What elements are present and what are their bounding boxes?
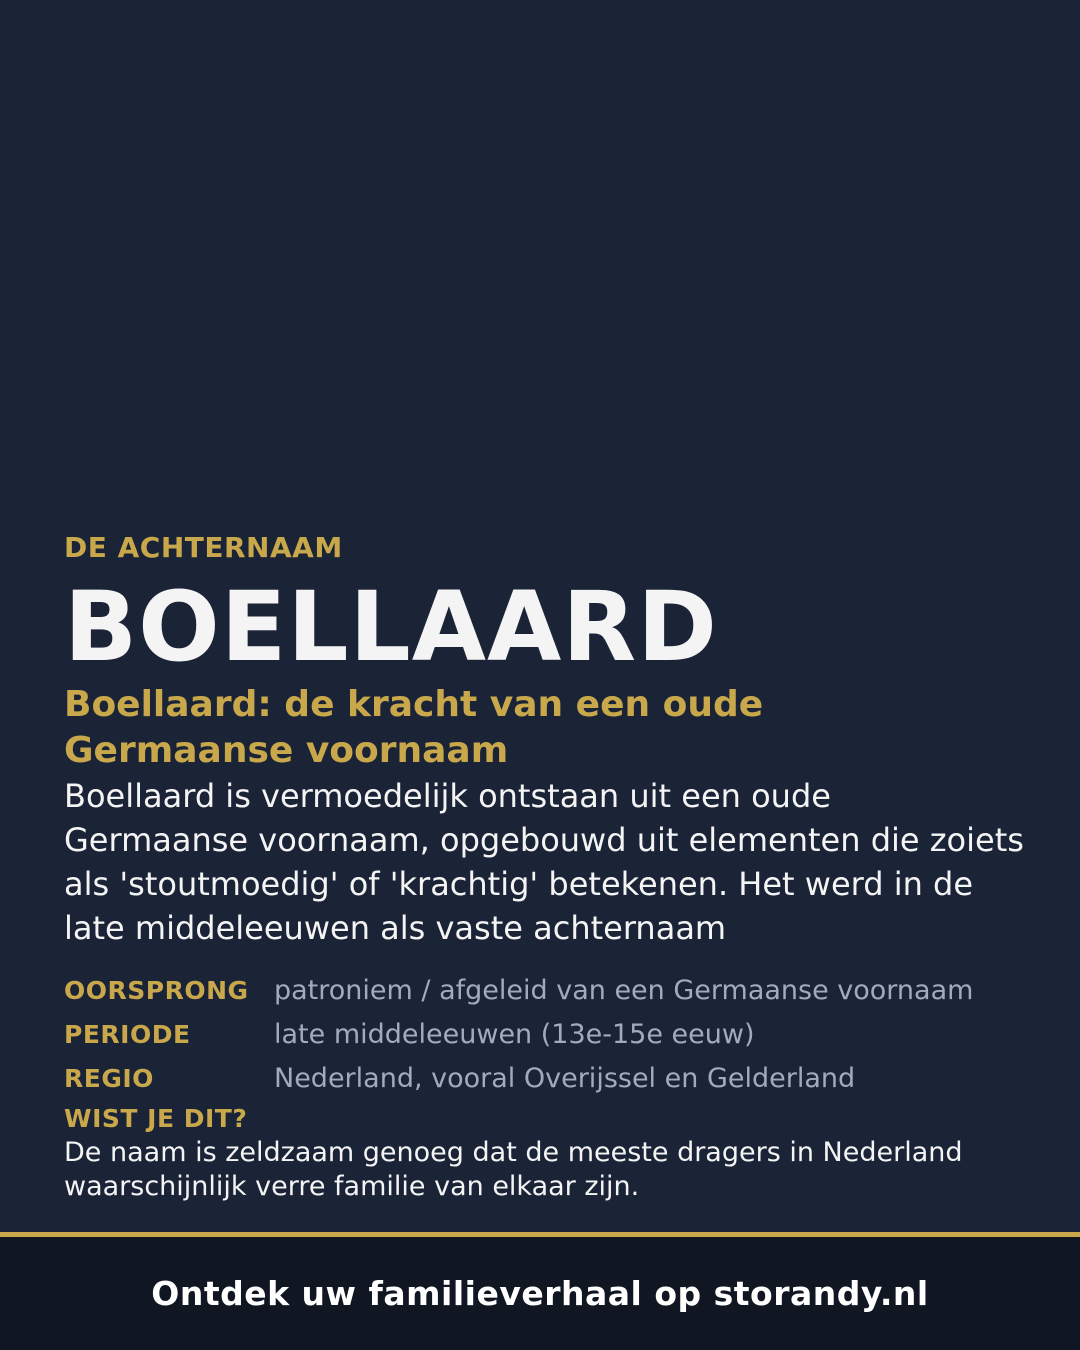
fact-label: OORSPRONG bbox=[64, 975, 249, 1005]
name-card bbox=[64, 528, 1024, 1204]
subtitle-line-2: Germaanse voornaam bbox=[64, 730, 509, 771]
footer-bar bbox=[0, 1237, 1080, 1350]
subtitle bbox=[64, 682, 1024, 774]
fact-label: REGIO bbox=[64, 1063, 154, 1093]
fact-value: Nederland, vooral Overijssel en Gelderland bbox=[274, 1062, 856, 1094]
surname-title: BOELLAARD bbox=[64, 571, 718, 683]
fact-row-origin bbox=[64, 968, 1024, 1012]
fact-value: late middeleeuwen (13e-15e eeuw) bbox=[274, 1018, 755, 1050]
fact-label: PERIODE bbox=[64, 1019, 191, 1049]
footer-cta: Ontdek uw familieverhaal op storandy.nl bbox=[151, 1274, 929, 1313]
description-text: Boellaard is vermoedelijk ontstaan uit een oude Germaanse voornaam, opgebouwd uit elementen die zoiets als 'stoutmoedig' of 'krachtig' betekenen. Het werd in de late middeleeuwen als vaste achternaam bbox=[64, 777, 1024, 947]
fact-row-region bbox=[64, 1056, 1024, 1100]
fact-value: patroniem / afgeleid van een Germaanse voornaam bbox=[274, 974, 974, 1006]
did-you-know-label: WIST JE DIT? bbox=[64, 1104, 248, 1133]
did-you-know-text: De naam is zeldzaam genoeg dat de meeste dragers in Nederland waarschijnlijk verre familie van elkaar zijn. bbox=[64, 1137, 963, 1202]
fact-row-period bbox=[64, 1012, 1024, 1056]
facts-list bbox=[64, 968, 1024, 1100]
eyebrow-label: DE ACHTERNAAM bbox=[64, 531, 343, 564]
subtitle-line-1: Boellaard: de kracht van een oude bbox=[64, 684, 764, 725]
